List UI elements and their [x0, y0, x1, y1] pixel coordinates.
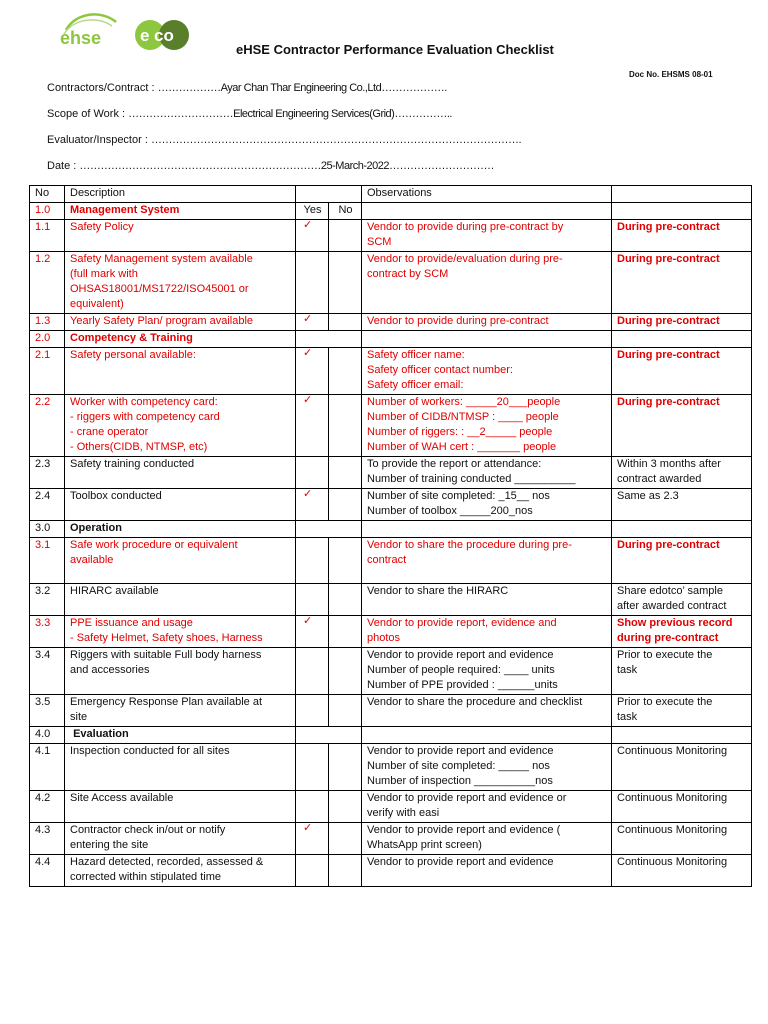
row-number: 1.0	[30, 203, 65, 220]
cell-line: (full mark with	[70, 268, 138, 280]
cell-line: Management System	[70, 204, 180, 216]
scope-value: …………………………Electrical Engineering Services(Grid)……………..	[128, 108, 452, 120]
check-icon: ✓	[303, 219, 313, 231]
row-number: 1.1	[30, 220, 65, 252]
cell-line: task	[617, 711, 638, 723]
cell-line: Worker with competency card:	[70, 396, 218, 408]
yes-cell	[296, 538, 329, 584]
row-remark	[612, 648, 752, 695]
cell-line: Show previous record	[617, 617, 733, 629]
yes-no-blank	[296, 521, 362, 538]
cell-line: During pre-contract	[617, 221, 720, 233]
row-remark	[612, 348, 752, 395]
row-number: 2.3	[30, 457, 65, 489]
table-row	[30, 791, 752, 823]
cell-line: During pre-contract	[617, 253, 720, 265]
row-number: 2.0	[30, 331, 65, 348]
cell-line: During pre-contract	[617, 349, 720, 361]
table-row	[30, 252, 752, 314]
cell-line: During pre-contract	[617, 539, 720, 551]
row-observations	[362, 823, 612, 855]
cell-line: Number of toolbox _____200_nos	[367, 505, 533, 517]
row-remark	[612, 616, 752, 648]
row-observations	[362, 395, 612, 457]
cell-line: site	[70, 711, 88, 723]
cell-line: Number of site completed: _____ nos	[367, 760, 550, 772]
yes-no-blank	[296, 727, 362, 744]
cell-line: - Safety Helmet, Safety shoes, Harness	[70, 632, 263, 644]
cell-line: Safety officer contact number:	[367, 364, 513, 376]
row-description	[65, 823, 296, 855]
cell-line: Number of training conducted __________	[367, 473, 576, 485]
row-number: 3.0	[30, 521, 65, 538]
section-row	[30, 331, 752, 348]
cell-line: equivalent)	[70, 298, 124, 310]
row-description	[65, 489, 296, 521]
yes-header: Yes	[296, 203, 329, 220]
cell-line: Number of riggers: : __2_____ people	[367, 426, 553, 438]
remark-blank	[612, 727, 752, 744]
table-row	[30, 744, 752, 791]
cell-line: Within 3 months after	[617, 458, 721, 470]
cell-line: Competency & Training	[70, 332, 193, 344]
svg-text:co: co	[154, 26, 174, 45]
row-number: 4.1	[30, 744, 65, 791]
cell-line: Riggers with suitable Full body harness	[70, 649, 262, 661]
row-remark	[612, 584, 752, 616]
row-observations	[362, 314, 612, 331]
cell-line: Number of inspection __________nos	[367, 775, 553, 787]
section-row	[30, 203, 752, 220]
cell-line: Number of CIDB/NTMSP : ____ people	[367, 411, 559, 423]
yes-cell	[296, 616, 329, 648]
cell-line: Contractor check in/out or notify	[70, 824, 226, 836]
cell-line: Vendor to provide/evaluation during pre-	[367, 253, 563, 265]
table-row	[30, 220, 752, 252]
row-number: 3.3	[30, 616, 65, 648]
table-row	[30, 695, 752, 727]
yes-cell	[296, 252, 329, 314]
row-description	[65, 616, 296, 648]
cell-line: - riggers with competency card	[70, 411, 220, 423]
no-cell	[329, 695, 362, 727]
row-number: 4.3	[30, 823, 65, 855]
no-cell	[329, 538, 362, 584]
row-observations	[362, 744, 612, 791]
header-yes-no-blank	[296, 186, 362, 203]
cell-line: Safety officer name:	[367, 349, 465, 361]
table-row	[30, 584, 752, 616]
check-icon: ✓	[303, 822, 313, 834]
row-number: 3.4	[30, 648, 65, 695]
cell-line: Number of WAH cert : _______ people	[367, 441, 557, 453]
no-cell	[329, 220, 362, 252]
cell-line: Vendor to provide during pre-contract	[367, 315, 549, 327]
cell-line: and accessories	[70, 664, 150, 676]
row-description	[65, 791, 296, 823]
row-observations	[362, 584, 612, 616]
row-observations	[362, 489, 612, 521]
cell-line: Safety Policy	[70, 221, 134, 233]
table-row	[30, 855, 752, 887]
cell-line: Safety training conducted	[70, 458, 195, 470]
cell-line: Toolbox conducted	[70, 490, 162, 502]
cell-line: Evaluation	[70, 728, 129, 740]
check-icon: ✓	[303, 615, 313, 627]
cell-line: Inspection conducted for all sites	[70, 745, 230, 757]
evaluator-value: …………………………………………………………………………………………….	[150, 134, 522, 146]
cell-line: Vendor to share the procedure and checklist	[367, 696, 583, 708]
scope-line	[47, 108, 452, 120]
cell-line: Vendor to provide report and evidence	[367, 856, 554, 868]
doc-number: Doc No. EHSMS 08-01	[629, 70, 713, 79]
evaluator-label: Evaluator/Inspector :	[47, 134, 151, 146]
cell-line: Vendor to provide report and evidence	[367, 745, 554, 757]
row-description	[65, 744, 296, 791]
yes-cell	[296, 855, 329, 887]
table-row	[30, 648, 752, 695]
cell-line: Safe work procedure or equivalent	[70, 539, 238, 551]
row-observations	[362, 648, 612, 695]
cell-line: During pre-contract	[617, 315, 720, 327]
table-row	[30, 616, 752, 648]
row-description	[65, 457, 296, 489]
row-description	[65, 220, 296, 252]
observations-blank	[362, 203, 612, 220]
row-remark	[612, 744, 752, 791]
svg-text:e: e	[140, 26, 150, 45]
table-row	[30, 489, 752, 521]
cell-line: To provide the report or attendance:	[367, 458, 542, 470]
row-observations	[362, 695, 612, 727]
cell-line: Vendor to provide report, evidence and	[367, 617, 557, 629]
yes-cell	[296, 457, 329, 489]
row-description	[65, 695, 296, 727]
header-remark-blank	[612, 186, 752, 203]
cell-line: Vendor to provide during pre-contract by	[367, 221, 564, 233]
check-icon: ✓	[303, 347, 313, 359]
no-cell	[329, 616, 362, 648]
eco-logo	[134, 18, 198, 52]
table-row	[30, 823, 752, 855]
row-description	[65, 521, 296, 538]
observations-blank	[362, 727, 612, 744]
ehse-logo	[58, 8, 124, 54]
row-number: 1.2	[30, 252, 65, 314]
row-description	[65, 855, 296, 887]
cell-line: Site Access available	[70, 792, 174, 804]
row-number: 4.4	[30, 855, 65, 887]
cell-line: Emergency Response Plan available at	[70, 696, 263, 708]
cell-line: Safety officer email:	[367, 379, 464, 391]
cell-line: after awarded contract	[617, 600, 727, 612]
observations-blank	[362, 521, 612, 538]
row-number: 2.4	[30, 489, 65, 521]
cell-line: verify with easi	[367, 807, 440, 819]
observations-blank	[362, 331, 612, 348]
row-description	[65, 203, 296, 220]
row-remark	[612, 489, 752, 521]
yes-cell	[296, 220, 329, 252]
row-remark	[612, 538, 752, 584]
no-header: No	[329, 203, 362, 220]
cell-line: available	[70, 554, 114, 566]
cell-line: Continuous Monitoring	[617, 856, 728, 868]
cell-line: Vendor to provide report and evidence	[367, 649, 554, 661]
contractor-value: ………………Ayar Chan Thar Engineering Co.,Ltd……………….	[157, 82, 447, 94]
date-label: Date :	[47, 160, 80, 172]
cell-line: Vendor to provide report and evidence (	[367, 824, 561, 836]
no-cell	[329, 348, 362, 395]
yes-cell	[296, 823, 329, 855]
yes-cell	[296, 584, 329, 616]
cell-line: PPE issuance and usage	[70, 617, 193, 629]
row-description	[65, 584, 296, 616]
cell-line: Number of site completed: _15__ nos	[367, 490, 550, 502]
cell-line: contract awarded	[617, 473, 702, 485]
cell-line: HIRARC available	[70, 585, 159, 597]
cell-line: Number of people required: ____ units	[367, 664, 555, 676]
yes-cell	[296, 348, 329, 395]
no-cell	[329, 791, 362, 823]
cell-line: contract	[367, 554, 407, 566]
table-row	[30, 348, 752, 395]
contractor-line	[47, 82, 447, 94]
table-row	[30, 395, 752, 457]
row-remark	[612, 395, 752, 457]
cell-line: Continuous Monitoring	[617, 792, 728, 804]
row-description	[65, 648, 296, 695]
evaluator-line	[47, 134, 521, 146]
row-number: 3.2	[30, 584, 65, 616]
row-remark	[612, 695, 752, 727]
row-description	[65, 331, 296, 348]
cell-line: Number of PPE provided : ______units	[367, 679, 558, 691]
row-remark	[612, 252, 752, 314]
section-row	[30, 521, 752, 538]
scope-label: Scope of Work :	[47, 108, 129, 120]
row-remark	[612, 314, 752, 331]
cell-line: Prior to execute the	[617, 649, 713, 661]
row-remark	[612, 791, 752, 823]
header-description: Description	[65, 186, 296, 203]
cell-line: OHSAS18001/MS1722/ISO45001 or	[70, 283, 249, 295]
row-number: 3.1	[30, 538, 65, 584]
yes-cell	[296, 791, 329, 823]
cell-line: - Others(CIDB, NTMSP, etc)	[70, 441, 208, 453]
row-description	[65, 348, 296, 395]
cell-line: - crane operator	[70, 426, 149, 438]
yes-cell	[296, 648, 329, 695]
yes-cell	[296, 314, 329, 331]
cell-line: Same as 2.3	[617, 490, 679, 502]
cell-line: task	[617, 664, 638, 676]
row-remark	[612, 855, 752, 887]
no-cell	[329, 823, 362, 855]
page-title: eHSE Contractor Performance Evaluation Checklist	[236, 42, 554, 57]
remark-blank	[612, 331, 752, 348]
row-observations	[362, 855, 612, 887]
row-number: 4.0	[30, 727, 65, 744]
contractor-label: Contractors/Contract :	[47, 82, 158, 94]
row-observations	[362, 616, 612, 648]
cell-line: Continuous Monitoring	[617, 824, 728, 836]
row-remark	[612, 220, 752, 252]
row-observations	[362, 457, 612, 489]
cell-line: contract by SCM	[367, 268, 449, 280]
cell-line: Safety Management system available	[70, 253, 253, 265]
row-observations	[362, 220, 612, 252]
row-observations	[362, 791, 612, 823]
check-icon: ✓	[303, 313, 313, 325]
cell-line: During pre-contract	[617, 396, 720, 408]
cell-line: Safety personal available:	[70, 349, 196, 361]
row-description	[65, 538, 296, 584]
row-description	[65, 314, 296, 331]
row-remark	[612, 823, 752, 855]
cell-line: Vendor to share the HIRARC	[367, 585, 509, 597]
cell-line: Prior to execute the	[617, 696, 713, 708]
remark-blank	[612, 521, 752, 538]
no-cell	[329, 489, 362, 521]
cell-line: Yearly Safety Plan/ program available	[70, 315, 254, 327]
row-number: 2.2	[30, 395, 65, 457]
row-number: 1.3	[30, 314, 65, 331]
cell-line: entering the site	[70, 839, 149, 851]
checklist-table	[29, 185, 752, 887]
cell-line: Vendor to share the procedure during pre-	[367, 539, 572, 551]
cell-line: during pre-contract	[617, 632, 719, 644]
row-observations	[362, 348, 612, 395]
no-cell	[329, 584, 362, 616]
no-cell	[329, 395, 362, 457]
yes-cell	[296, 489, 329, 521]
table-row	[30, 538, 752, 584]
row-remark	[612, 457, 752, 489]
cell-line: Share edotco’ sample	[617, 585, 723, 597]
no-cell	[329, 457, 362, 489]
row-observations	[362, 538, 612, 584]
row-number: 2.1	[30, 348, 65, 395]
cell-line: Continuous Monitoring	[617, 745, 728, 757]
cell-line: SCM	[367, 236, 392, 248]
check-icon: ✓	[303, 488, 313, 500]
section-row	[30, 727, 752, 744]
cell-line: WhatsApp print screen)	[367, 839, 482, 851]
remark-blank	[612, 203, 752, 220]
yes-cell	[296, 395, 329, 457]
no-cell	[329, 648, 362, 695]
date-value: ……………………………………………………………25-March-2022…………………………	[79, 160, 494, 172]
cell-line: corrected within stipulated time	[70, 871, 222, 883]
no-cell	[329, 744, 362, 791]
cell-line: Number of workers: _____20___people	[367, 396, 561, 408]
table-row	[30, 314, 752, 331]
yes-cell	[296, 744, 329, 791]
row-number: 4.2	[30, 791, 65, 823]
row-description	[65, 252, 296, 314]
yes-cell	[296, 695, 329, 727]
no-cell	[329, 252, 362, 314]
cell-line: Hazard detected, recorded, assessed &	[70, 856, 264, 868]
row-number: 3.5	[30, 695, 65, 727]
table-header-row	[30, 186, 752, 203]
cell-line: Operation	[70, 522, 122, 534]
header-observations: Observations	[362, 186, 612, 203]
cell-line: photos	[367, 632, 401, 644]
no-cell	[329, 855, 362, 887]
header-no: No	[30, 186, 65, 203]
no-cell	[329, 314, 362, 331]
yes-no-blank	[296, 331, 362, 348]
check-icon: ✓	[303, 394, 313, 406]
row-description	[65, 727, 296, 744]
cell-line: Vendor to provide report and evidence or	[367, 792, 567, 804]
row-observations	[362, 252, 612, 314]
svg-text:ehse: ehse	[60, 28, 102, 48]
date-line	[47, 160, 494, 172]
table-row	[30, 457, 752, 489]
row-description	[65, 395, 296, 457]
